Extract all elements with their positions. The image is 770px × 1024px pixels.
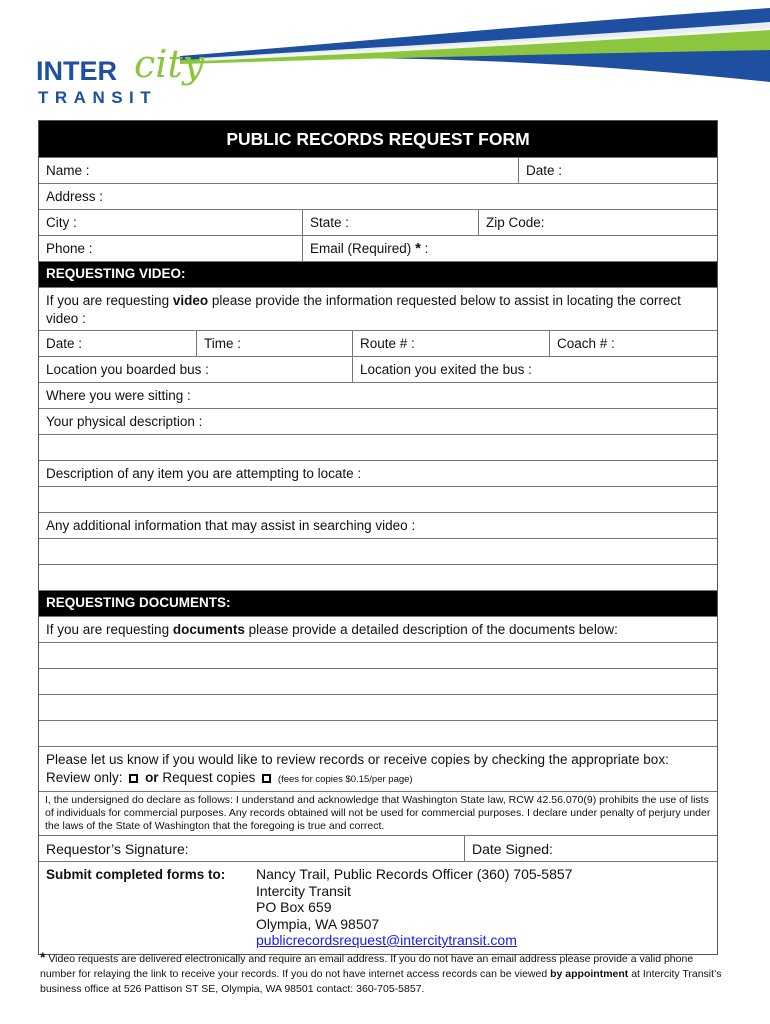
documents-intro-post: please provide a detailed description of the documents below: <box>244 622 618 637</box>
name-label: Name : <box>46 163 90 178</box>
sitting-field[interactable] <box>39 383 717 408</box>
submit-line4: Olympia, WA 98507 <box>256 915 380 932</box>
footnote-text-pre: Video requests are delivered electronically and require an email address. If you do not have an email address please provide a valid phone number for relaying the link to receive your records. If you do not have internet access records can be viewed <box>40 953 694 980</box>
documents-blank-line-3[interactable] <box>39 694 717 720</box>
logo-word-city: city <box>134 42 205 86</box>
documents-intro-text <box>39 617 717 642</box>
submit-address <box>249 862 717 954</box>
email-field[interactable] <box>302 236 717 261</box>
video-date-field[interactable] <box>39 330 196 356</box>
video-intro-post: please provide the information requested below to assist in locating the correct video : <box>46 293 681 326</box>
footnote <box>40 950 730 997</box>
review-only-label: Review only: <box>46 770 123 785</box>
additional-info-blank-line-2[interactable] <box>39 564 717 590</box>
email-required-star: * <box>415 240 421 257</box>
row-signature <box>39 835 717 861</box>
physical-description-blank-line[interactable] <box>39 434 717 460</box>
physical-label: Your physical description : <box>46 414 203 429</box>
review-copies-choice <box>39 747 717 791</box>
review-only-checkbox[interactable] <box>129 774 138 783</box>
additional-label: Any additional information that may assist in searching video : <box>46 518 416 533</box>
row-physical <box>39 408 717 434</box>
additional-info-blank-line-1[interactable] <box>39 538 717 564</box>
submit-line2: Intercity Transit <box>256 882 351 899</box>
logo-word-transit: TRANSIT <box>38 88 158 107</box>
video-coach-field[interactable] <box>549 330 717 356</box>
video-route-label: Route # : <box>360 336 415 351</box>
additional-info-field[interactable] <box>39 513 717 538</box>
intercity-transit-logo <box>36 42 206 108</box>
records-request-form <box>38 120 718 955</box>
documents-blank-line-1[interactable] <box>39 642 717 668</box>
review-prompt: Please let us know if you would like to review records or receive copies by checking the appropriate box: <box>46 752 669 767</box>
exited-location-field[interactable] <box>352 357 717 382</box>
row-name-date <box>39 157 717 183</box>
row-address <box>39 183 717 209</box>
submit-line3: PO Box 659 <box>256 899 332 915</box>
email-label: Email (Required) <box>310 241 412 256</box>
fees-note: (fees for copies $0.15/per page) <box>277 774 413 785</box>
documents-intro-pre: If you are requesting <box>46 622 173 637</box>
zip-label: Zip Code: <box>486 215 545 230</box>
footnote-text-post: at Intercity Transit’s business office at 526 Pattison ST SE, Olympia, WA 98501 contact: 360-705-5857. <box>40 968 722 995</box>
row-boarded-exited <box>39 356 717 382</box>
row-declaration <box>39 791 717 835</box>
phone-field[interactable] <box>39 236 302 261</box>
zip-field[interactable] <box>478 210 717 235</box>
video-route-field[interactable] <box>352 330 549 356</box>
row-review-copies <box>39 746 717 791</box>
state-field[interactable] <box>302 210 478 235</box>
physical-description-field[interactable] <box>39 409 717 434</box>
declaration-text: I, the undersigned do declare as follows: I understand and acknowledge that Washington State law, RCW 42.56.070(9) prohibits the use of lists of individuals for commercial purposes. Any records obtained will not be used for commercial purposes. I declare under penalty of perjury under the laws of the State of Washington that the foregoing is true and correct. <box>45 794 711 832</box>
row-item <box>39 460 717 486</box>
item-description-field[interactable] <box>39 461 717 486</box>
video-date-label: Date : <box>46 336 83 351</box>
email-colon: : <box>424 241 429 256</box>
boarded-location-field[interactable] <box>39 357 352 382</box>
documents-blank-line-4[interactable] <box>39 720 717 746</box>
state-label: State : <box>310 215 350 230</box>
city-field[interactable] <box>39 210 302 235</box>
documents-section-heading: REQUESTING DOCUMENTS: <box>39 590 717 616</box>
row-sitting <box>39 382 717 408</box>
city-label: City : <box>46 215 77 230</box>
signature-label: Requestor’s Signature: <box>46 841 189 857</box>
footnote-text-bold: by appointment <box>550 968 629 980</box>
documents-intro-bold: documents <box>172 622 245 637</box>
sitting-label: Where you were sitting : <box>46 388 191 403</box>
form-title: PUBLIC RECORDS REQUEST FORM <box>39 121 717 157</box>
row-documents-intro <box>39 616 717 642</box>
row-city-state-zip <box>39 209 717 235</box>
request-copies-label: Request copies <box>162 770 256 785</box>
video-intro-bold: video <box>172 293 209 308</box>
address-label: Address : <box>46 189 104 204</box>
date-signed-label: Date Signed: <box>472 841 553 857</box>
video-intro-pre: If you are requesting <box>46 293 173 308</box>
request-copies-checkbox[interactable] <box>262 774 271 783</box>
video-coach-label: Coach # : <box>557 336 615 351</box>
phone-label: Phone : <box>46 241 93 256</box>
row-video-date-time-route-coach <box>39 330 717 356</box>
row-phone-email <box>39 235 717 261</box>
submit-label: Submit completed forms to: <box>46 867 226 882</box>
documents-blank-line-2[interactable] <box>39 668 717 694</box>
boarded-label: Location you boarded bus : <box>46 362 209 377</box>
submit-line1: Nancy Trail, Public Records Officer (360) 705-5857 <box>256 866 573 882</box>
video-section-heading: REQUESTING VIDEO: <box>39 261 717 287</box>
video-time-field[interactable] <box>196 330 352 356</box>
signature-field[interactable] <box>39 836 464 861</box>
or-word: or <box>145 770 159 785</box>
video-time-label: Time : <box>204 336 241 351</box>
row-additional <box>39 512 717 538</box>
date-field[interactable] <box>518 158 717 183</box>
footnote-star: * <box>40 949 46 965</box>
logo-word-inter: INTER <box>36 56 117 86</box>
row-submit <box>39 861 717 954</box>
submit-label-cell <box>39 862 249 954</box>
date-signed-field[interactable] <box>464 836 717 861</box>
exited-label: Location you exited the bus : <box>360 362 532 377</box>
video-intro-text <box>39 288 717 330</box>
item-label: Description of any item you are attempting to locate : <box>46 466 362 481</box>
row-video-intro <box>39 287 717 330</box>
address-field[interactable] <box>39 184 717 209</box>
date-label: Date : <box>526 163 563 178</box>
item-description-blank-line[interactable] <box>39 486 717 512</box>
name-field[interactable] <box>39 158 518 183</box>
submit-email-link[interactable]: publicrecordsrequest@intercitytransit.com <box>256 932 517 948</box>
